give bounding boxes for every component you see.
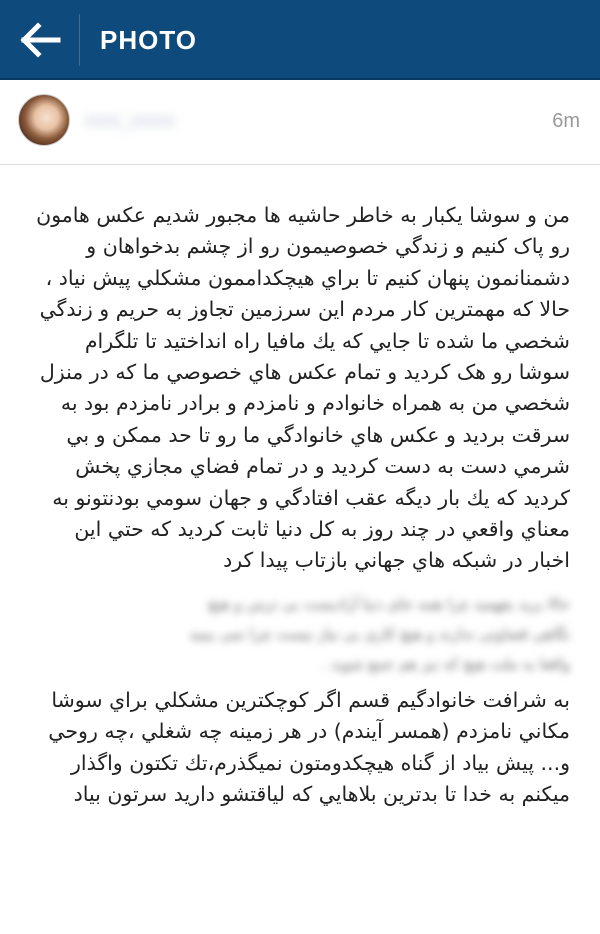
- username[interactable]: xxxx_xxxxx: [84, 110, 176, 130]
- caption-line: و... پيش بياد از گناه هيچكدومتون نميگذرم،تك تكتون واگذار: [70, 750, 570, 775]
- caption-line: شخصي ما شده تا جايي كه يك مافيا راه انداختيد تا تلگرام: [84, 328, 570, 353]
- post-header: [0, 82, 600, 165]
- back-arrow-icon: [18, 20, 62, 60]
- caption-line: به شرافت خانوادگيم قسم اگر كوچكترين مشكلي براي سوشا: [51, 687, 570, 712]
- caption-line: شخصي من به همراه خانوادم و نامزدم و برادر نامزدم بود به: [60, 391, 570, 416]
- post-timestamp: 6m: [552, 110, 580, 132]
- blurred-paragraph: [30, 589, 570, 679]
- caption-line: رو پاک كنيم و زندگي خصوصيمون رو از چشم بدخواهان و: [86, 234, 570, 259]
- caption-line: سرقت برديد و عكس هاي خانوادگي ما رو تا حد ممكن و بي: [66, 422, 570, 447]
- caption-line: من و سوشا يكبار به خاطر حاشيه ها مجبور شديم عكس هامون: [36, 203, 570, 227]
- top-app-bar: [0, 0, 600, 80]
- toolbar-divider: [79, 14, 80, 66]
- closing-paragraph: [30, 685, 570, 811]
- blurred-line: حالا بريد بفهميد چرا همه جای دنيا آزاديست بی ترس و هيچ: [207, 594, 570, 613]
- caption-line: كرديد كه يك بار ديگه عقب افتادگي و جهان سومي بودنتونو به: [52, 485, 570, 510]
- blurred-line: واقعا به ملت هيچ كه نيز هم جمع شويد .: [321, 654, 570, 673]
- page-title: PHOTO: [100, 25, 197, 55]
- blurred-line: نگاهی قضاوتی ندارند و هيچ کاری بی نياز نيست چرا نمی بينيد: [189, 624, 570, 643]
- post-caption: [30, 200, 570, 811]
- caption-line: حالا كه مهمترين كار مردم اين سرزمين تجاوز به حريم و زندگي: [39, 297, 570, 322]
- avatar[interactable]: [18, 94, 70, 146]
- caption-line: شرمي دست به دست كرديد و در تمام فضاي مجازي پخش: [75, 454, 570, 479]
- caption-line: سوشا رو هک كرديد و تمام عكس هاي خصوصي ما كه در منزل: [39, 360, 570, 385]
- caption-line: مكاني نامزدم (همسر آيندم) در هر زمينه چه شغلي ،چه روحي: [48, 719, 570, 744]
- caption-line: دشمنانمون پنهان كنيم تا براي هيچكداممون مشكلي پيش نياد ،: [45, 265, 570, 290]
- back-button[interactable]: [18, 20, 62, 60]
- caption-line: ميكنم به خدا تا بدترين بلاهايي كه لياقتشو داريد سرتون بياد: [73, 782, 570, 807]
- caption-line: اخبار در شبكه هاي جهاني بازتاب پيدا كرد: [223, 548, 570, 573]
- caption-line: معناي واقعي در چند روز به كل دنيا ثابت كرديد كه حتي اين: [74, 517, 570, 542]
- caption-paragraph: [30, 200, 570, 577]
